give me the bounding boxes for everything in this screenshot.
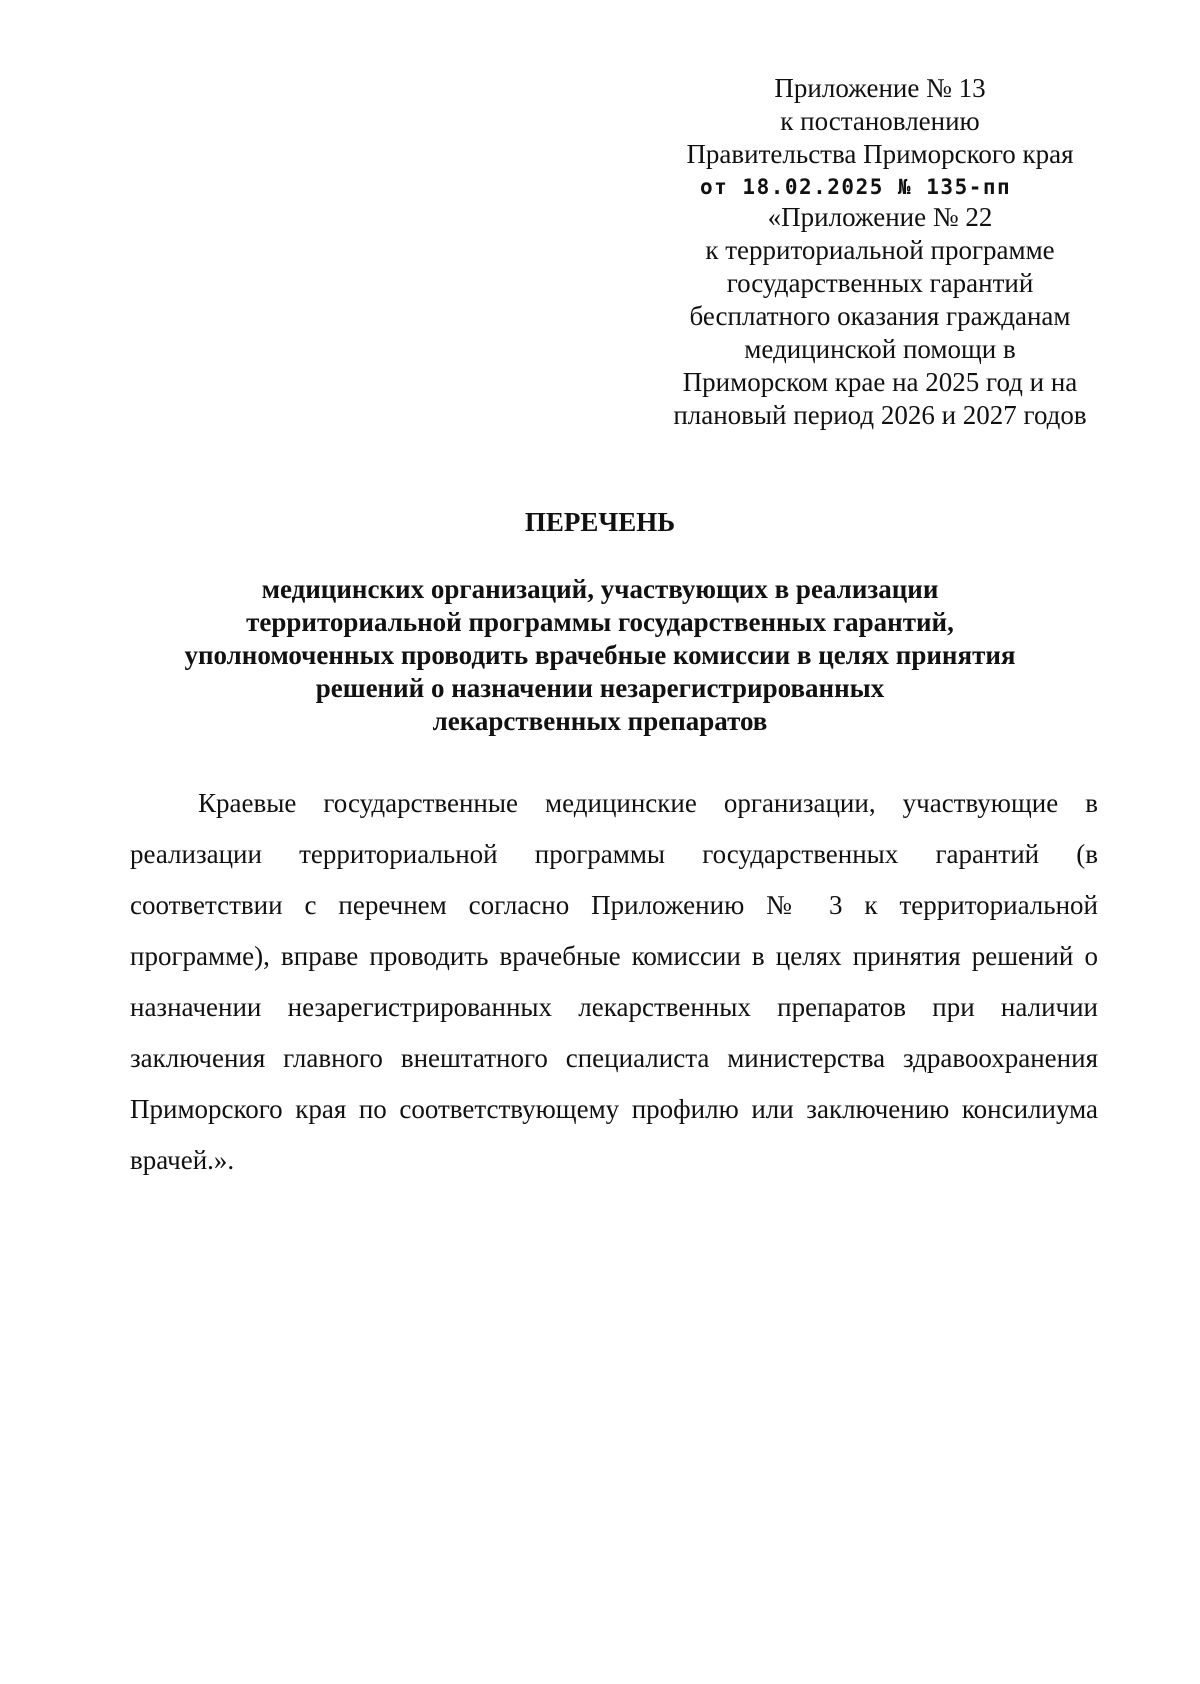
annex-sub-line: плановый период 2026 и 2027 годов (673, 400, 1087, 430)
resolution-date-stamp: от 18.02.2025 № 135-пп (700, 175, 1012, 199)
annex-sub-line: к территориальной программе (705, 235, 1055, 265)
annex-sub-line: бесплатного оказания гражданам (689, 301, 1071, 331)
subtitle-line: уполномоченных проводить врачебные комиссии в целях принятия (184, 640, 1016, 670)
annex-line: к постановлению (780, 106, 980, 136)
document-title: ПЕРЕЧЕНЬ (524, 507, 676, 537)
body-paragraph: Краевые государственные медицинские организации, участвующие в реализации территориальной программы государственных гарантий (в соответствии с перечнем согласно Приложению № 3 к территориальной программе), вправе проводить врачебные комиссии в целях принятия решений о назначении незарегистрированных лекарственных препаратов при наличии заключения главного внештатного специалиста министерства здравоохранения Приморского края по соответствующему профилю или заключению консилиума врачей.». (130, 788, 1098, 1175)
annex-sub-line: «Приложение № 22 (767, 202, 993, 232)
annex-sub-line: государственных гарантий (726, 268, 1034, 298)
subtitle-line: лекарственных препаратов (432, 706, 768, 736)
annex-line: Правительства Приморского края (686, 139, 1074, 169)
subtitle-line: медицинских организаций, участвующих в реализации (261, 574, 939, 604)
annex-line: Приложение № 13 (774, 73, 986, 103)
subtitle-line: территориальной программы государственных гарантий, (246, 607, 954, 637)
document-subtitle (100, 573, 1100, 738)
annex-sub-line: Приморском крае на 2025 год и на (682, 367, 1078, 397)
annex-header (640, 72, 1120, 432)
subtitle-line: решений о назначении незарегистрированных (315, 673, 885, 703)
annex-sub-line: медицинской помощи в (744, 334, 1016, 364)
